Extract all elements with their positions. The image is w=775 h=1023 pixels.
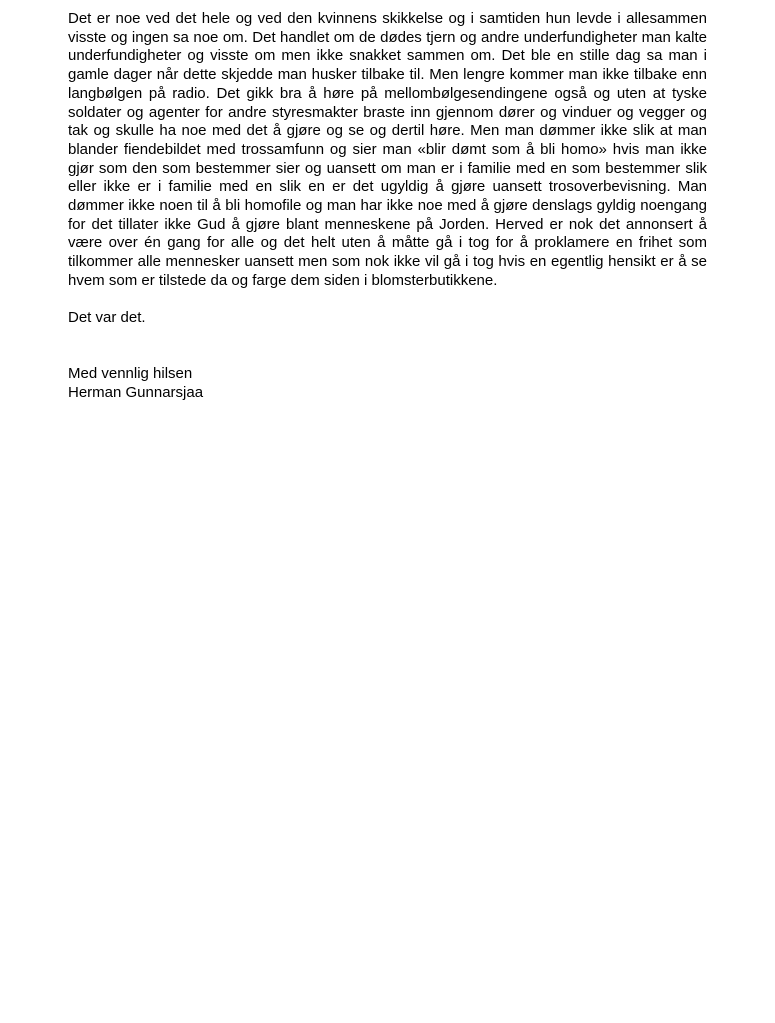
signature-block (68, 365, 707, 402)
letter-body-paragraph: Det er noe ved det hele og ved den kvinnens skikkelse og i samtiden hun levde i allesammen visste og ingen sa noe om. Det handlet om de dødes tjern og andre underfundigheter man kalte underfundigheter og visste om men ikke snakket sammen om. Det ble en stille dag sa man i gamle dager når dette skjedde man husker tilbake til. Men lengre kommer man ikke tilbake enn langbølgen på radio. Det gikk bra å høre på mellombølgesendingene også og uten at tyske soldater og agenter for andre styresmakter braste inn gjennom dører og vinduer og vegger og tak og skulle ha noe med det å gjøre og se og dertil høre. Men man dømmer ikke slik at man blander fiendebildet med trossamfunn og sier man «blir dømt som å bli homo» hvis man ikke gjør som den som bestemmer sier og uansett om man er i familie med en som bestemmer slik eller ikke er i familie med en slik en er det ugyldig å gjøre uansett trosoverbevisning. Man dømmer ikke noen til å bli homofile og man har ikke noe med å gjøre denslags gyldig noengang for det tillater ikke Gud å gjøre blant menneskene på Jorden. Herved er nok det annonsert å være over én gang for alle og det helt uten å måtte gå i tog for å proklamere en frihet som tilkommer alle mennesker uansett men som nok ikke vil gå i tog hvis en egentlig hensikt er å se hvem som er tilstede da og farge dem siden i blomsterbutikkene. (68, 10, 707, 289)
signoff-line: Med vennlig hilsen (68, 365, 193, 383)
letter-closing-line: Det var det. (68, 309, 146, 327)
signature-name: Herman Gunnarsjaa (68, 384, 204, 402)
